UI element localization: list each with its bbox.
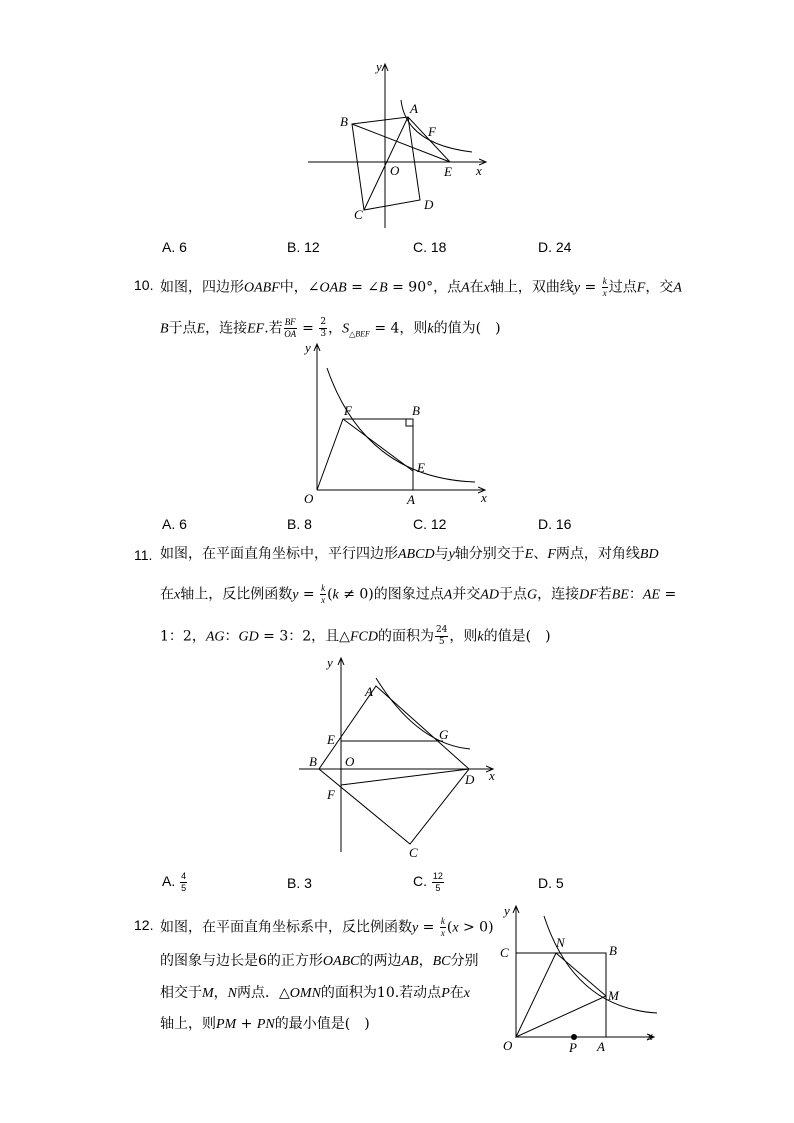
q11-stem-line3: 1：2，AG：GD = 3：2，且△FCD的面积为 $\frac{24}{5}$ ，则k的值是( ) [160, 625, 551, 647]
q10-number: 10. [134, 277, 154, 293]
figure-q10 [295, 338, 495, 510]
square-OABC [516, 953, 606, 1037]
label-x: x [489, 768, 495, 783]
q11-option-a[interactable]: A. $\frac{4}{5}$ [162, 871, 187, 893]
label-A: A [410, 101, 418, 116]
quadrilateral-OABF [317, 419, 413, 490]
label-x: x [476, 163, 482, 178]
fraction-12-over-5: $\frac{12}{5}$ [432, 871, 443, 893]
label-G: G [439, 727, 449, 742]
label-x: x [481, 490, 487, 505]
fraction-bf-over-oa: $\frac{BF}{OA}$ [284, 317, 297, 339]
fraction-24-over-5: $\frac{24}{5}$ [435, 625, 448, 647]
q10-option-b[interactable]: B. 8 [287, 516, 312, 532]
q10-stem-line1: 如图，四边形OABF中，∠OAB = ∠B = 90°，点A在x轴上，双曲线y = $\frac{k}{x}$ 过点F，交A [160, 276, 682, 298]
q11-stem-line2: 在x轴上，反比例函数y = $\frac{k}{x}$ (k ≠ 0)的图象过点A并交AD于点G，连接DF若BE：AE = [160, 583, 677, 605]
label-E: E [444, 164, 452, 179]
hyperbola [376, 678, 470, 749]
label-F: F [327, 787, 335, 802]
label-E: E [327, 732, 335, 747]
q9-option-d[interactable]: D. 24 [538, 239, 572, 255]
q9-option-c[interactable]: C. 18 [413, 239, 447, 255]
label-B: B [309, 754, 317, 769]
label-y: y [305, 340, 311, 355]
q12-stem-line2: 的图象与边长是6的正方形OABC的两边AB，BC分别 [160, 953, 479, 969]
label-C: C [409, 845, 418, 860]
fraction-4-over-5: $\frac{4}{5}$ [181, 871, 187, 893]
q11-option-c[interactable]: C. $\frac{12}{5}$ [413, 871, 443, 893]
label-D: D [465, 772, 475, 787]
label-A: A [365, 684, 373, 699]
label-C: C [500, 945, 509, 960]
fraction-k-over-x: $\frac{k}{x}$ [602, 276, 607, 298]
q10-option-a[interactable]: A. 6 [162, 516, 187, 532]
q12-number: 12. [134, 917, 154, 933]
label-x: x [647, 1028, 653, 1043]
label-y: y [504, 903, 510, 918]
q9-option-a[interactable]: A. 6 [162, 239, 187, 255]
q11-option-b[interactable]: B. 3 [287, 875, 312, 891]
label-O: O [390, 163, 400, 178]
label-A: A [597, 1039, 605, 1054]
label-P: P [569, 1040, 577, 1055]
label-F: F [344, 403, 352, 418]
label-B: B [340, 114, 348, 129]
figure-q11 [295, 652, 505, 862]
label-N: N [556, 935, 565, 950]
label-O: O [304, 491, 314, 506]
fraction-2-over-3: $\frac{2}{3}$ [320, 317, 327, 339]
q10-option-d[interactable]: D. 16 [538, 516, 572, 532]
label-D: D [424, 197, 434, 212]
figure-q12 [494, 900, 664, 1060]
label-E: E [417, 460, 425, 475]
fraction-k-over-x: $\frac{k}{x}$ [440, 916, 445, 938]
label-B: B [609, 943, 617, 958]
segment-DF [341, 769, 469, 785]
label-A: A [407, 492, 415, 507]
label-F: F [428, 124, 436, 139]
q11-option-d[interactable]: D. 5 [538, 875, 564, 891]
q12-stem-line1: 如图，在平面直角坐标系中，反比例函数y = $\frac{k}{x}$ (x > 0) [160, 916, 494, 938]
segment-EF [343, 419, 413, 471]
label-y: y [376, 59, 382, 74]
q12-stem-line3: 相交于M，N两点．△OMN的面积为10.若动点P在x [160, 985, 470, 1001]
q10-option-c[interactable]: C. 12 [413, 516, 447, 532]
label-C: C [354, 207, 363, 222]
label-y: y [327, 655, 333, 670]
figure-q9 [300, 58, 500, 233]
label-O: O [345, 754, 355, 769]
triangle-OMN [516, 953, 606, 1037]
label-B: B [412, 403, 420, 418]
q11-stem-line1: 如图，在平面直角坐标中，平行四边形ABCD与y轴分别交于E、F两点，对角线BD [160, 546, 659, 562]
q12-stem-line4: 轴上，则PM + PN的最小值是( ) [160, 1016, 370, 1032]
hyperbola [327, 368, 475, 482]
q11-number: 11. [134, 547, 153, 563]
label-M: M [608, 988, 619, 1003]
label-O: O [503, 1038, 513, 1053]
q10-stem-line2: B于点E，连接EF.若 $\frac{BF}{OA}$ = $\frac{2}{3}$ ，$S_{\triangle BEF} = 4$，则k的值为( ) [160, 317, 501, 339]
right-angle-mark [406, 419, 413, 426]
q9-option-b[interactable]: B. 12 [287, 239, 320, 255]
fraction-k-over-x: $\frac{k}{x}$ [321, 583, 326, 605]
